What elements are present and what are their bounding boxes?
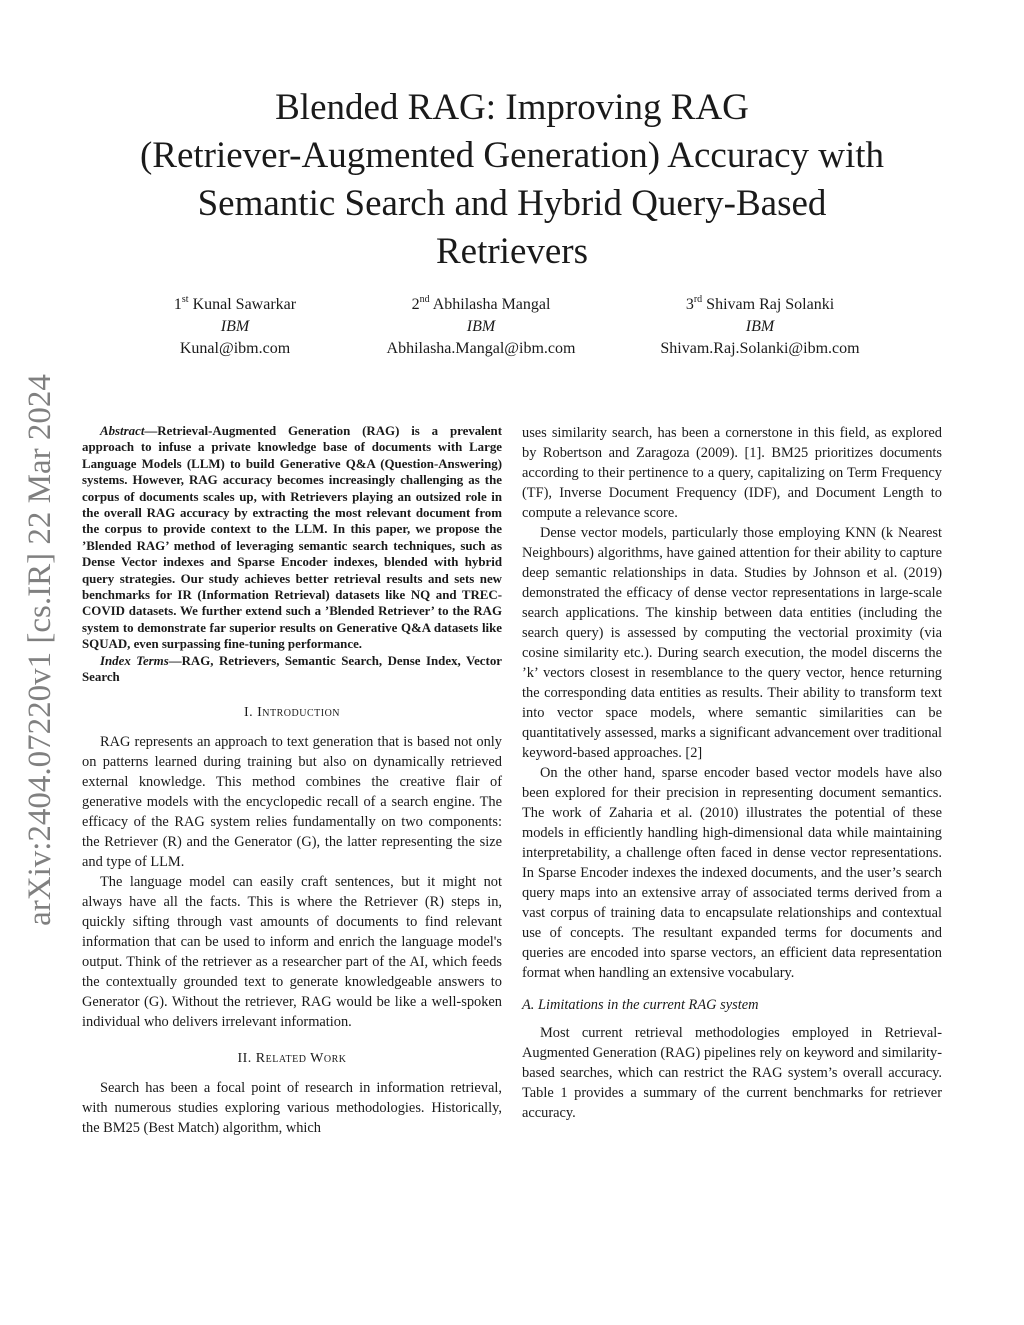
author-ordinal-suffix: nd xyxy=(419,294,430,305)
author-name: Kunal Sawarkar xyxy=(192,296,297,313)
title-line: Semantic Search and Hybrid Query-Based xyxy=(197,183,827,224)
left-column xyxy=(82,423,502,1138)
title-line: (Retriever-Augmented Generation) Accuracy with xyxy=(139,135,885,176)
author-ordinal-suffix: rd xyxy=(693,294,703,305)
author-ordinal-suffix: st xyxy=(181,294,189,305)
abstract-label: Abstract xyxy=(100,424,145,438)
author-name: Abhilasha Mangal xyxy=(432,296,551,313)
author-email: Abhilasha.Mangal@ibm.com xyxy=(386,340,576,357)
related-paragraph-1-continued: uses similarity search, has been a cornerstone in this field, as explored by Robertson and Zaragoza (2009). [1]. BM25 prioritizes documents according to their pertinence to a query, capitalizing on Term Frequency (TF), Inverse Document Frequency (IDF), and Document Length to compute a relevance score. xyxy=(522,425,942,521)
section-heading-introduction: I. Introduction xyxy=(243,704,341,720)
author-name: Shivam Raj Solanki xyxy=(706,296,835,313)
author-affiliation: IBM xyxy=(466,318,496,335)
index-terms-label: Index Terms xyxy=(100,653,169,668)
author-email: Shivam.Raj.Solanki@ibm.com xyxy=(660,340,860,357)
author-affiliation: IBM xyxy=(220,318,250,335)
related-paragraph-1: Search has been a focal point of research in information retrieval, with numerous studies exploring various methodologies. Historically, the BM25 (Best Match) algorithm, which xyxy=(82,1079,502,1136)
author-email: Kunal@ibm.com xyxy=(179,340,291,357)
paper-title xyxy=(60,84,964,276)
right-column xyxy=(522,423,942,1123)
author-ordinal: 2 xyxy=(411,296,420,313)
author-ordinal: 3 xyxy=(685,296,694,313)
limitations-paragraph-1: Most current retrieval methodologies employed in Retrieval-Augmented Generation (RAG) pipelines rely on keyword and similarity-based searches, which can restrict the RAG system’s overall accuracy. Table 1 provides a summary of the current benchmarks for retriever accuracy. xyxy=(522,1025,942,1121)
author-2 xyxy=(331,294,631,360)
author-affiliation: IBM xyxy=(745,318,775,335)
title-line: Blended RAG: Improving RAG xyxy=(275,87,749,128)
abstract xyxy=(82,423,502,653)
intro-paragraph-1: RAG represents an approach to text generation that is based not only on patterns learned during training but also on dynamically retrieved external knowledge. This method combines the creative flair of generative models with the encyclopedic recall of a search engine. The efficacy of the RAG system relies fundamentally on two components: the Retriever (R) and the Generator (G), the latter representing the size and type of LLM. xyxy=(82,733,502,870)
intro-paragraph-2: The language model can easily craft sentences, but it might not always have all the facts. This is where the Retriever (R) steps in, quickly sifting through vast amounts of documents to find relevant information that can be used to inform and enrich the language model's output. Think of the retriever as a researcher part of the AI, which feeds the contextually grounded text to generate knowledgeable answers to Generator (G). Without the retriever, RAG would be like a well-spoken individual who delivers irrelevant information. xyxy=(82,873,502,1030)
author-3 xyxy=(610,294,910,360)
abstract-text: —Retrieval-Augmented Generation (RAG) is a prevalent approach to infuse a private knowledge base of documents with Large Language Models (LLM) to build Generative Q&A (Question-Answering) systems. However, RAG accuracy becomes increasingly challenging as the corpus of documents scales up, with Retrievers playing an outsized role in the overall RAG accuracy by extracting the most relevant document from the corpus to provide context to the LLM. In this paper, we propose the ’Blended RAG’ method of leveraging semantic search techniques, such as Dense Vector indexes and Sparse Encoder indexes, blended with hybrid query strategies. Our study achieves better retrieval results and sets new benchmarks for IR (Information Retrieval) datasets like NQ and TREC-COVID datasets. We further extend such a ’Blended Retriever’ to the RAG system to demonstrate far superior results on Generative Q&A datasets like SQUAD, even surpassing fine-tuning performance. xyxy=(82,424,502,652)
title-line: Retrievers xyxy=(435,231,589,272)
subsection-heading-limitations: A. Limitations in the current RAG system xyxy=(522,997,759,1013)
section-heading-related-work: II. Related Work xyxy=(237,1050,347,1066)
related-paragraph-2: Dense vector models, particularly those employing KNN (k Nearest Neighbours) algorithms, have gained attention for their ability to capture deep semantic relationships in data. Studies by Johnson et al. (2019) demonstrated the efficacy of dense vector representations in large-scale search applications. The kinship between data entities (including the search query) is assessed by computing the vectorial proximity (via cosine similarity etc.). During search execution, the model discerns the ’k’ vectors closest in resemblance to the query vector, hence returning the corresponding data entities as results. Their ability to transform text into vector space models, where semantic similarities can be quantitatively assessed, marks a significant advancement over traditional keyword-based approaches. [2] xyxy=(522,525,942,761)
arxiv-stamp: arXiv:2404.07220v1 [cs.IR] 22 Mar 2024 xyxy=(22,374,58,926)
index-terms-text: —RAG, Retrievers, Semantic Search, Dense Index, Vector Search xyxy=(82,653,502,685)
related-paragraph-3: On the other hand, sparse encoder based vector models have also been explored for their precision in representing document semantics. The work of Zaharia et al. (2010) illustrates the potential of these models in efficiently handling high-dimensional data while maintaining interpretability, a challenge often faced in dense vector representations. In Sparse Encoder indexes the indexed documents, and the user’s search query maps into an extensive array of associated terms derived from a vast corpus of training data to encapsulate relationships and contextual use of concepts. The resultant expanded terms for documents and queries are encoded into sparse vectors, an efficient data representation format when handling an extensive vocabulary. xyxy=(522,765,942,981)
author-ordinal: 1 xyxy=(173,296,182,313)
index-terms xyxy=(82,653,502,686)
